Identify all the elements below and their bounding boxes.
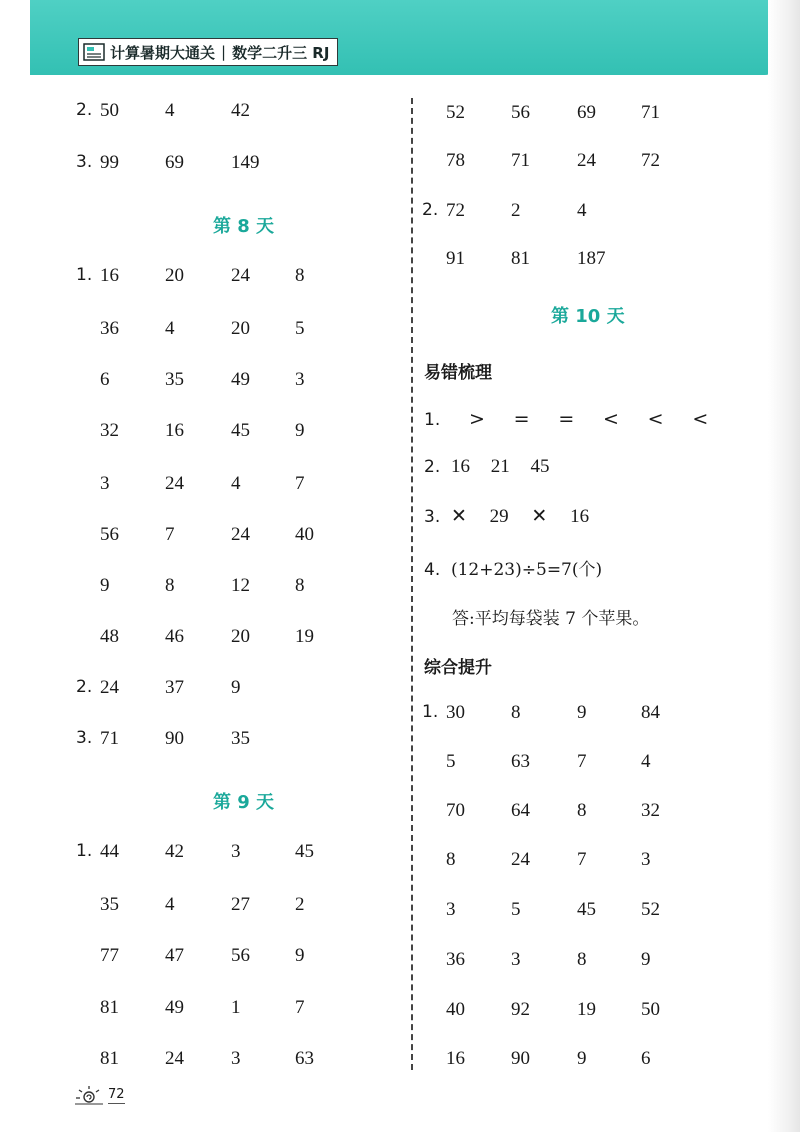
comparison-symbol: < <box>692 408 709 430</box>
question-label: 4. <box>424 560 441 580</box>
sun-icon <box>74 1084 104 1106</box>
answer-value: 56 <box>511 102 530 123</box>
answer-row <box>422 999 752 1029</box>
answer-value: 42 <box>165 841 184 862</box>
answer-value: 63 <box>511 751 530 772</box>
answer-value: 44 <box>100 841 119 862</box>
answer-row <box>76 575 406 605</box>
answer-value: 64 <box>511 800 530 821</box>
answer-value: 48 <box>100 626 119 647</box>
answer-value: 20 <box>231 318 250 339</box>
answer-value: 24 <box>100 677 119 698</box>
answer-value: 21 <box>490 456 510 477</box>
answer-row <box>76 728 406 758</box>
answer-value: 71 <box>511 150 530 171</box>
answer-value: 7 <box>577 849 587 870</box>
answer-value: 81 <box>100 997 119 1018</box>
answer-value: 8 <box>446 849 456 870</box>
comparison-symbol: = <box>513 408 530 430</box>
answer-value: 4 <box>165 894 175 915</box>
answer-value: 40 <box>446 999 465 1020</box>
answer-value: 72 <box>446 200 465 221</box>
book-header <box>78 38 338 66</box>
answer-value: 50 <box>641 999 660 1020</box>
answer-row <box>76 369 406 399</box>
answer-value: 149 <box>231 152 260 173</box>
answer-value: 4 <box>641 751 651 772</box>
answer-value: 3 <box>100 473 110 494</box>
answer-row <box>76 997 406 1027</box>
answer-value: 24 <box>511 849 530 870</box>
question-label: 1. <box>76 265 93 285</box>
page-number: 72 <box>108 1086 125 1102</box>
answer-value: 6 <box>641 1048 651 1069</box>
answer-value: 5 <box>511 899 521 920</box>
answer-value: 56 <box>100 524 119 545</box>
answer-value: 78 <box>446 150 465 171</box>
answer-value: 8 <box>295 575 305 596</box>
book-subject: 数学二升三 RJ <box>232 43 330 62</box>
answer-value: 2 <box>295 894 305 915</box>
answer-value: 16 <box>165 420 184 441</box>
answer-value: 46 <box>165 626 184 647</box>
answer-value: 32 <box>100 420 119 441</box>
answer-row <box>76 1048 406 1078</box>
section-title-day10: 第 10 天 <box>551 306 625 327</box>
answer-value: 45 <box>530 456 550 477</box>
answer-value: 52 <box>641 899 660 920</box>
answer-value: 84 <box>641 702 660 723</box>
question-label: 3. <box>76 152 93 172</box>
answer-value: 37 <box>165 677 184 698</box>
question-label: 3. <box>424 507 441 527</box>
answer-value: 9 <box>295 420 305 441</box>
answer-value: 40 <box>295 524 314 545</box>
answer-value: 69 <box>165 152 184 173</box>
answer-value: 49 <box>231 369 250 390</box>
answer-row <box>76 473 406 503</box>
answer-value: 5 <box>446 751 456 772</box>
answer-value: 32 <box>641 800 660 821</box>
answer-row <box>76 677 406 707</box>
question-label: 2. <box>76 100 93 120</box>
question-label: 3. <box>76 728 93 748</box>
answer-value: 63 <box>295 1048 314 1069</box>
answer-value: 24 <box>165 1048 184 1069</box>
answer-value: 9 <box>231 677 241 698</box>
answer-sentence: 答:平均每袋装 7 个苹果。 <box>452 609 650 629</box>
answer-value: 70 <box>446 800 465 821</box>
answer-value: 6 <box>100 369 110 390</box>
cross-mark: ✕ <box>531 505 548 527</box>
answer-value: 3 <box>511 949 521 970</box>
question-label: 1. <box>422 702 439 722</box>
answer-row <box>76 894 406 924</box>
question-label: 1. <box>424 410 441 430</box>
answer-value: 8 <box>577 800 587 821</box>
answer-value: 8 <box>165 575 175 596</box>
answer-value: 24 <box>165 473 184 494</box>
comparison-symbol: < <box>603 408 619 430</box>
answer-value: 45 <box>577 899 596 920</box>
answer-row <box>422 899 752 929</box>
answer-value: 3 <box>446 899 456 920</box>
answer-value: 36 <box>446 949 465 970</box>
answer-value: 8 <box>295 265 305 286</box>
answer-value: 7 <box>295 997 305 1018</box>
answer-value: 3 <box>295 369 305 390</box>
answer-value: 9 <box>295 945 305 966</box>
answer-value: 81 <box>100 1048 119 1069</box>
answer-value: 8 <box>511 702 521 723</box>
answer-value: 24 <box>231 265 250 286</box>
answer-row <box>76 318 406 348</box>
answer-line <box>424 456 549 478</box>
answer-value: 7 <box>165 524 175 545</box>
answer-row <box>422 200 752 230</box>
answer-value: 35 <box>165 369 184 390</box>
answer-value: 52 <box>446 102 465 123</box>
answer-value: 16 <box>570 506 590 527</box>
answer-value: 30 <box>446 702 465 723</box>
answer-value: 4 <box>577 200 587 221</box>
answer-value: 56 <box>231 945 250 966</box>
answer-value: 42 <box>231 100 250 121</box>
answer-row <box>422 150 752 180</box>
answer-value: 72 <box>641 150 660 171</box>
answer-row <box>422 102 752 132</box>
book-title: 计算暑期大通关 <box>110 43 216 62</box>
column-divider <box>411 98 413 1070</box>
expression: (12+23)÷5=7(个) <box>450 560 603 580</box>
answer-line <box>424 505 589 528</box>
answer-value: 187 <box>577 248 606 269</box>
question-label: 2. <box>76 677 93 697</box>
answer-row <box>76 945 406 975</box>
answer-value: 4 <box>231 473 241 494</box>
comparison-symbol: > <box>468 408 485 430</box>
answer-value: 20 <box>231 626 250 647</box>
answer-row <box>422 800 752 830</box>
answer-value: 27 <box>231 894 250 915</box>
answer-value: 19 <box>295 626 314 647</box>
answer-row <box>76 152 406 182</box>
header-separator: | <box>221 43 227 61</box>
page-edge <box>768 0 800 1132</box>
comparison-symbol: = <box>558 408 575 430</box>
answer-value: 24 <box>577 150 596 171</box>
question-label: 1. <box>76 841 93 861</box>
answer-value: 3 <box>641 849 651 870</box>
answer-value: 9 <box>577 1048 587 1069</box>
answer-row <box>76 524 406 554</box>
answer-value: 24 <box>231 524 250 545</box>
answer-value: 16 <box>100 265 119 286</box>
book-icon <box>83 43 105 61</box>
answer-row <box>76 626 406 656</box>
section-title-day8: 第 8 天 <box>213 216 275 237</box>
answer-row <box>422 248 752 278</box>
answer-value: 36 <box>100 318 119 339</box>
answer-row <box>76 265 406 295</box>
answer-value: 20 <box>165 265 184 286</box>
answer-value: 12 <box>231 575 250 596</box>
answer-value: 5 <box>295 318 305 339</box>
answer-value: 9 <box>577 702 587 723</box>
answer-value: 71 <box>641 102 660 123</box>
answer-value: 29 <box>489 506 509 527</box>
answer-row <box>76 100 406 130</box>
answer-value: 9 <box>100 575 110 596</box>
comparison-symbol: < <box>647 408 664 430</box>
answer-value: 81 <box>511 248 530 269</box>
answer-value: 77 <box>100 945 119 966</box>
answer-value: 99 <box>100 152 119 173</box>
answer-value: 90 <box>165 728 184 749</box>
answer-value: 4 <box>165 318 175 339</box>
question-label: 2. <box>422 200 439 220</box>
answer-row <box>422 751 752 781</box>
answer-value: 9 <box>641 949 651 970</box>
answer-value: 16 <box>450 456 470 477</box>
answer-value: 35 <box>100 894 119 915</box>
section-title-day9: 第 9 天 <box>213 792 275 813</box>
comprehensive-heading: 综合提升 <box>424 658 492 678</box>
answer-row <box>422 702 752 732</box>
answer-value: 16 <box>446 1048 465 1069</box>
answer-value: 90 <box>511 1048 530 1069</box>
answer-row <box>76 841 406 871</box>
answer-value: 2 <box>511 200 521 221</box>
cross-mark: ✕ <box>450 505 467 527</box>
answer-value: 3 <box>231 1048 241 1069</box>
answer-value: 49 <box>165 997 184 1018</box>
answer-value: 92 <box>511 999 530 1020</box>
answer-value: 45 <box>231 420 250 441</box>
page-footer <box>74 1084 125 1106</box>
answer-line <box>424 555 602 581</box>
question-label: 2. <box>424 457 441 477</box>
answer-value: 8 <box>577 949 587 970</box>
answer-value: 7 <box>577 751 587 772</box>
error-review-heading: 易错梳理 <box>424 363 492 383</box>
answer-value: 1 <box>231 997 241 1018</box>
answer-value: 69 <box>577 102 596 123</box>
answer-value: 71 <box>100 728 119 749</box>
answer-value: 91 <box>446 248 465 269</box>
answer-value: 4 <box>165 100 175 121</box>
answer-value: 45 <box>295 841 314 862</box>
answer-value: 35 <box>231 728 250 749</box>
answer-row <box>422 949 752 979</box>
answer-value: 50 <box>100 100 119 121</box>
answer-value: 47 <box>165 945 184 966</box>
answer-row <box>76 420 406 450</box>
answer-row <box>422 849 752 879</box>
answer-value: 3 <box>231 841 241 862</box>
comparison-answers <box>424 408 732 431</box>
answer-value: 7 <box>295 473 305 494</box>
answer-value: 19 <box>577 999 596 1020</box>
answer-row <box>422 1048 752 1078</box>
